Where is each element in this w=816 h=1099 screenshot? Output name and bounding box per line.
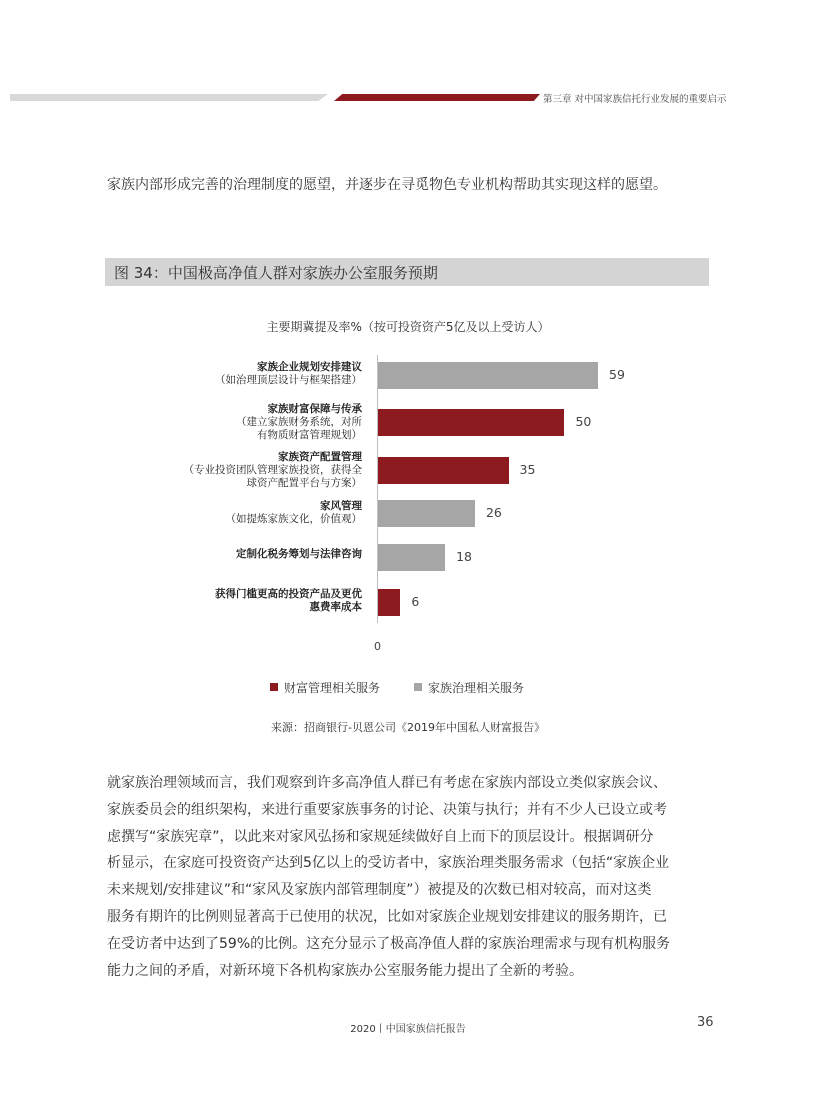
- bar: [378, 544, 445, 571]
- axis-zero-label: 0: [374, 640, 381, 653]
- body-paragraph: [107, 770, 713, 984]
- header-gray-band: [10, 94, 328, 101]
- category-label: [102, 500, 362, 526]
- legend-label: 家族治理相关服务: [428, 681, 525, 695]
- category-label: [102, 588, 362, 614]
- category-subtitle: （建立家族财务系统，对所有物质财富管理规划）: [236, 416, 362, 441]
- bar-value-label: 26: [485, 505, 502, 520]
- category-title: 家族资产配置管理: [278, 451, 362, 463]
- legend-swatch: [414, 683, 422, 691]
- category-label: [102, 548, 362, 561]
- category-label: [102, 451, 362, 490]
- paragraph-line: 服务有期许的比例则显著高于已使用的状况，比如对家族企业规划安排建议的服务期许，已: [107, 908, 667, 925]
- category-title: 定制化税务筹划与法律咨询: [236, 548, 362, 560]
- page-number: 36: [697, 1015, 714, 1030]
- bar: [378, 457, 509, 484]
- paragraph-line: 家族委员会的组织架构，来进行重要家族事务的讨论、决策与执行；并有不少人已设立或考: [107, 801, 667, 818]
- paragraph-line: 未来规划/安排建议”和“家风及家族内部管理制度”）被提及的次数已相对较高，而对这类: [107, 882, 652, 899]
- category-title: 家族财富保障与传承: [267, 403, 362, 415]
- bar-value-label: 59: [609, 367, 625, 382]
- paragraph-line: 在受访者中达到了59%的比例。这充分显示了极高净值人群的家族治理需求与现有机构服务: [107, 935, 671, 952]
- bar-value-label: 35: [519, 462, 536, 477]
- category-title: 获得门槛更高的投资产品及更优惠费率成本: [215, 588, 362, 613]
- footer-text: 2020丨中国家族信托报告: [350, 1024, 466, 1035]
- paragraph-line: 虑撰写“家族宪章”，以此来对家风弘扬和家规延续做好自上而下的顶层设计。根据调研分: [107, 828, 654, 845]
- legend-item-wealth: [270, 679, 380, 696]
- chart-title: 主要期冀提及率%（按可投资资产5亿及以上受访人）: [266, 320, 550, 334]
- category-label: [102, 403, 362, 442]
- paragraph-line: 就家族治理领域而言，我们观察到许多高净值人群已有考虑在家族内部设立类似家族会议、: [107, 775, 667, 791]
- bar: [378, 409, 564, 436]
- legend-swatch: [270, 683, 278, 691]
- figure-source: 来源：招商银行-贝恩公司《2019年中国私人财富报告》: [271, 721, 545, 734]
- category-title: 家风管理: [320, 500, 362, 512]
- paragraph-line: 析显示，在家庭可投资资产达到5亿以上的受访者中，家族治理类服务需求（包括“家族企业: [107, 855, 670, 872]
- bar-value-label: 18: [456, 549, 473, 564]
- bar-value-label: 50: [575, 414, 592, 429]
- category-subtitle: （如提炼家族文化，价值观）: [225, 513, 362, 525]
- category-subtitle: （专业投资团队管理家族投资，获得全球资产配置平台与方案）: [183, 464, 362, 489]
- category-subtitle: （如治理顶层设计与框架搭建）: [215, 374, 362, 386]
- chapter-title: 第三章 对中国家族信托行业发展的重要启示: [543, 94, 727, 105]
- intro-text: 家族内部形成完善的治理制度的愿望，并逐步在寻觅物色专业机构帮助其实现这样的愿望。: [107, 177, 667, 193]
- legend-label: 财富管理相关服务: [284, 681, 381, 695]
- bar: [378, 362, 598, 389]
- bar: [378, 589, 400, 616]
- header-red-band: [334, 94, 540, 101]
- bar-value-label: 6: [411, 594, 420, 609]
- category-label: [102, 361, 362, 387]
- paragraph-line: 能力之间的矛盾，对新环境下各机构家族办公室服务能力提出了全新的考验。: [107, 962, 583, 979]
- category-title: 家族企业规划安排建议: [257, 361, 362, 373]
- legend-item-governance: [414, 679, 524, 696]
- bar: [378, 500, 475, 527]
- figure-caption-bar: [105, 258, 709, 286]
- chart-axis: [377, 355, 378, 623]
- figure-caption: 图 34：中国极高净值人群对家族办公室服务预期: [114, 264, 438, 282]
